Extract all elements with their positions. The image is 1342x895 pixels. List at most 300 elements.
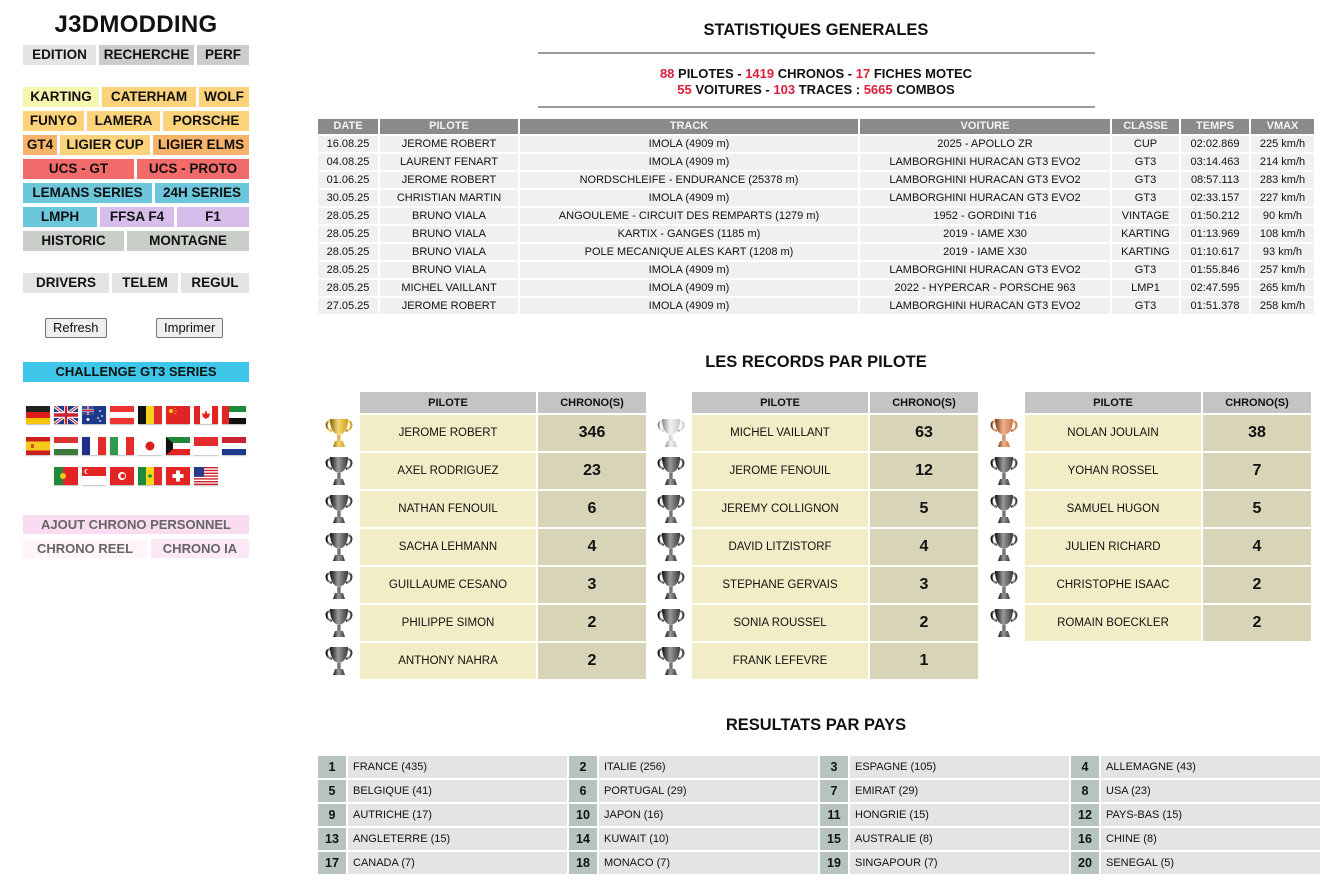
cell-track[interactable]: IMOLA (4909 m) bbox=[520, 136, 858, 152]
cell-vmax: 93 km/h bbox=[1251, 244, 1314, 260]
country-rank: 17 bbox=[318, 852, 346, 874]
category-row bbox=[23, 183, 249, 203]
record-pilote[interactable]: CHRISTOPHE ISAAC bbox=[1025, 567, 1201, 603]
country-count: (17) bbox=[412, 809, 432, 821]
flag-row bbox=[23, 406, 249, 424]
cell-vmax: 265 km/h bbox=[1251, 280, 1314, 296]
flag-switzerland[interactable] bbox=[166, 467, 190, 485]
cell-classe: CUP bbox=[1112, 136, 1179, 152]
print-button[interactable]: Imprimer bbox=[156, 318, 223, 338]
records-title: LES RECORDS PAR PILOTE bbox=[705, 353, 927, 371]
cell-track[interactable]: IMOLA (4909 m) bbox=[520, 298, 858, 314]
drivers-button[interactable]: DRIVERS bbox=[23, 273, 109, 293]
cell-vmax: 257 km/h bbox=[1251, 262, 1314, 278]
record-row[interactable] bbox=[320, 529, 646, 565]
record-count: 2 bbox=[1203, 567, 1311, 603]
category-row bbox=[23, 135, 249, 155]
cell-date: 16.08.25 bbox=[318, 136, 378, 152]
country-entry[interactable] bbox=[599, 828, 818, 850]
country-count: (8) bbox=[919, 833, 933, 845]
table-row[interactable] bbox=[318, 244, 1314, 260]
country-entry[interactable] bbox=[599, 780, 818, 802]
dark-trophy-icon bbox=[985, 453, 1023, 489]
trophy-col bbox=[652, 392, 690, 413]
cell-pilote[interactable]: JEROME ROBERT bbox=[380, 172, 518, 188]
latest-chronos-table bbox=[316, 117, 1316, 316]
country-count: (435) bbox=[401, 761, 427, 773]
record-pilote[interactable]: JEREMY COLLIGNON bbox=[692, 491, 868, 527]
chrono-type-row bbox=[23, 539, 249, 558]
category-gt4[interactable]: GT4 bbox=[23, 135, 57, 155]
country-name: FRANCE bbox=[353, 761, 399, 773]
flag-spain[interactable] bbox=[26, 437, 50, 455]
stats-line-2 bbox=[318, 82, 1314, 97]
records-table-1 bbox=[318, 390, 648, 681]
col-classe: CLASSE bbox=[1112, 119, 1179, 134]
country-rank: 13 bbox=[318, 828, 346, 850]
record-count: 63 bbox=[870, 415, 978, 451]
record-row[interactable] bbox=[652, 529, 978, 565]
dark-trophy-icon bbox=[652, 453, 690, 489]
category-row bbox=[23, 159, 249, 179]
country-name: JAPON bbox=[604, 809, 641, 821]
cell-classe: GT3 bbox=[1112, 172, 1179, 188]
flag-austria[interactable] bbox=[110, 406, 134, 424]
cell-date: 28.05.25 bbox=[318, 244, 378, 260]
cell-pilote[interactable]: BRUNO VIALA bbox=[380, 208, 518, 224]
country-entry[interactable] bbox=[348, 828, 567, 850]
cell-pilote[interactable]: CHRISTIAN MARTIN bbox=[380, 190, 518, 206]
category-caterham[interactable]: CATERHAM bbox=[102, 87, 196, 107]
gold-trophy-icon bbox=[320, 415, 358, 451]
record-count: 3 bbox=[870, 567, 978, 603]
flag-uae[interactable] bbox=[222, 406, 246, 424]
category-lmph[interactable]: LMPH bbox=[23, 207, 97, 227]
col-voiture: VOITURE bbox=[860, 119, 1110, 134]
refresh-button[interactable]: Refresh bbox=[45, 318, 107, 338]
record-pilote[interactable]: MICHEL VAILLANT bbox=[692, 415, 868, 451]
cell-voiture[interactable]: LAMBORGHINI HURACAN GT3 EVO2 bbox=[860, 298, 1110, 314]
flag-china[interactable] bbox=[166, 406, 190, 424]
record-row[interactable] bbox=[985, 491, 1311, 527]
table-row[interactable] bbox=[318, 226, 1314, 242]
country-rank: 2 bbox=[569, 756, 597, 778]
cell-classe: KARTING bbox=[1112, 244, 1179, 260]
cell-vmax: 225 km/h bbox=[1251, 136, 1314, 152]
country-name: HONGRIE bbox=[855, 809, 907, 821]
record-pilote[interactable]: ANTHONY NAHRA bbox=[360, 643, 536, 679]
country-entry[interactable] bbox=[348, 852, 567, 874]
flag-row bbox=[23, 437, 249, 455]
table-row[interactable] bbox=[318, 172, 1314, 188]
record-row[interactable] bbox=[985, 567, 1311, 603]
table-row[interactable] bbox=[318, 298, 1314, 314]
col-pilote: PILOTE bbox=[380, 119, 518, 134]
record-pilote[interactable]: YOHAN ROSSEL bbox=[1025, 453, 1201, 489]
country-entry[interactable] bbox=[348, 780, 567, 802]
dark-trophy-icon bbox=[320, 605, 358, 641]
record-row[interactable] bbox=[320, 605, 646, 641]
category-ffsa-f4[interactable]: FFSA F4 bbox=[100, 207, 174, 227]
country-name: ANGLETERRE bbox=[353, 833, 428, 845]
country-name: EMIRAT bbox=[855, 785, 896, 797]
record-row[interactable] bbox=[320, 567, 646, 603]
cell-track[interactable]: IMOLA (4909 m) bbox=[520, 190, 858, 206]
dark-trophy-icon bbox=[652, 529, 690, 565]
record-pilote[interactable]: GUILLAUME CESANO bbox=[360, 567, 536, 603]
cell-temps: 01:51.378 bbox=[1181, 298, 1249, 314]
ajout-chrono-personnel-button[interactable]: AJOUT CHRONO PERSONNEL bbox=[23, 515, 249, 534]
category-ligier-elms[interactable]: LIGIER ELMS bbox=[153, 135, 249, 155]
country-count: (105) bbox=[910, 761, 937, 773]
cell-date: 28.05.25 bbox=[318, 226, 378, 242]
countries-table bbox=[316, 754, 1322, 876]
category-row bbox=[23, 231, 249, 251]
table-row[interactable] bbox=[318, 208, 1314, 224]
record-pilote[interactable]: ROMAIN BOECKLER bbox=[1025, 605, 1201, 641]
records-header-row bbox=[320, 392, 646, 413]
record-count: 12 bbox=[870, 453, 978, 489]
country-name: CANADA bbox=[353, 857, 399, 869]
cell-classe: KARTING bbox=[1112, 226, 1179, 242]
country-entry[interactable] bbox=[599, 804, 818, 826]
cell-classe: GT3 bbox=[1112, 190, 1179, 206]
cell-temps: 01:55.846 bbox=[1181, 262, 1249, 278]
motec-count: 17 bbox=[855, 66, 871, 81]
country-count: (5) bbox=[1160, 857, 1175, 869]
cell-temps: 08:57.113 bbox=[1181, 172, 1249, 188]
flag-monaco[interactable] bbox=[194, 437, 218, 455]
telem-button[interactable]: TELEM bbox=[112, 273, 178, 293]
record-count: 7 bbox=[1203, 453, 1311, 489]
country-entry[interactable] bbox=[1101, 828, 1320, 850]
edition-button[interactable]: EDITION bbox=[23, 45, 96, 65]
table-row[interactable] bbox=[318, 190, 1314, 206]
flag-canada[interactable] bbox=[194, 406, 218, 424]
cell-voiture[interactable]: 2025 - APOLLO ZR bbox=[860, 136, 1110, 152]
col-chrono: CHRONO(S) bbox=[538, 392, 646, 413]
traces-count: 103 bbox=[773, 82, 796, 97]
country-name: ITALIE bbox=[604, 761, 637, 773]
country-row bbox=[318, 756, 1320, 778]
cell-date: 28.05.25 bbox=[318, 262, 378, 278]
silver-trophy-icon bbox=[652, 415, 690, 451]
record-row[interactable] bbox=[985, 453, 1311, 489]
col-vmax: VMAX bbox=[1251, 119, 1314, 134]
country-entry[interactable] bbox=[599, 756, 818, 778]
cell-vmax: 90 km/h bbox=[1251, 208, 1314, 224]
traces-label: TRACES : bbox=[795, 82, 864, 97]
country-count: (7) bbox=[924, 857, 938, 869]
cell-classe: GT3 bbox=[1112, 154, 1179, 170]
record-pilote[interactable]: AXEL RODRIGUEZ bbox=[360, 453, 536, 489]
flag-hungary[interactable] bbox=[54, 437, 78, 455]
bronze-trophy-icon bbox=[985, 415, 1023, 451]
record-row[interactable] bbox=[652, 643, 978, 679]
country-count: (43) bbox=[1176, 761, 1196, 773]
record-count: 2 bbox=[870, 605, 978, 641]
category-montagne[interactable]: MONTAGNE bbox=[127, 231, 249, 251]
category-funyo[interactable]: FUNYO bbox=[23, 111, 84, 131]
record-pilote[interactable]: FRANK LEFEVRE bbox=[692, 643, 868, 679]
countries-title: RESULTATS PAR PAYS bbox=[725, 716, 907, 734]
cell-track[interactable]: KARTIX - GANGES (1185 m) bbox=[520, 226, 858, 242]
chrono-ia-button[interactable]: CHRONO IA bbox=[151, 539, 249, 558]
record-row[interactable] bbox=[320, 415, 646, 451]
record-pilote[interactable]: JEROME FENOUIL bbox=[692, 453, 868, 489]
country-count: (23) bbox=[1131, 785, 1151, 797]
cell-temps: 01:13.969 bbox=[1181, 226, 1249, 242]
trophy-col bbox=[320, 392, 358, 413]
flag-senegal[interactable] bbox=[138, 467, 162, 485]
dark-trophy-icon bbox=[320, 529, 358, 565]
category-ligier-cup[interactable]: LIGIER CUP bbox=[60, 135, 150, 155]
record-pilote[interactable]: NOLAN JOULAIN bbox=[1025, 415, 1201, 451]
country-entry[interactable] bbox=[850, 852, 1069, 874]
regul-button[interactable]: REGUL bbox=[181, 273, 249, 293]
country-count: (16) bbox=[643, 809, 664, 821]
cell-vmax: 227 km/h bbox=[1251, 190, 1314, 206]
record-count: 346 bbox=[538, 415, 646, 451]
flag-tunisia[interactable] bbox=[110, 467, 134, 485]
cell-date: 28.05.25 bbox=[318, 280, 378, 296]
record-row[interactable] bbox=[652, 605, 978, 641]
cell-pilote[interactable]: BRUNO VIALA bbox=[380, 262, 518, 278]
flag-australia[interactable] bbox=[82, 406, 106, 424]
cell-vmax: 258 km/h bbox=[1251, 298, 1314, 314]
flag-kuwait[interactable] bbox=[166, 437, 190, 455]
chronos-count: 1419 bbox=[745, 66, 775, 81]
cell-voiture[interactable]: 1952 - GORDINI T16 bbox=[860, 208, 1110, 224]
cell-voiture[interactable]: 2019 - IAME X30 bbox=[860, 244, 1110, 260]
record-pilote[interactable]: SAMUEL HUGON bbox=[1025, 491, 1201, 527]
cell-voiture[interactable]: 2019 - IAME X30 bbox=[860, 226, 1110, 242]
voitures-count: 55 bbox=[677, 82, 692, 97]
country-entry[interactable] bbox=[348, 756, 567, 778]
record-pilote[interactable]: PHILIPPE SIMON bbox=[360, 605, 536, 641]
cell-temps: 01:10.617 bbox=[1181, 244, 1249, 260]
records-header-row bbox=[985, 392, 1311, 413]
cell-pilote[interactable]: BRUNO VIALA bbox=[380, 244, 518, 260]
record-count: 2 bbox=[1203, 605, 1311, 641]
category-lemans-series[interactable]: LEMANS SERIES bbox=[23, 183, 152, 203]
flag-france[interactable] bbox=[82, 437, 106, 455]
cell-pilote[interactable]: MICHEL VAILLANT bbox=[380, 280, 518, 296]
cell-date: 27.05.25 bbox=[318, 298, 378, 314]
cell-classe: GT3 bbox=[1112, 262, 1179, 278]
country-count: (29) bbox=[898, 785, 919, 797]
country-entry[interactable] bbox=[1101, 756, 1320, 778]
record-pilote[interactable]: JULIEN RICHARD bbox=[1025, 529, 1201, 565]
cell-temps: 02:02.869 bbox=[1181, 136, 1249, 152]
cell-classe: GT3 bbox=[1112, 298, 1179, 314]
record-pilote[interactable]: SACHA LEHMANN bbox=[360, 529, 536, 565]
country-entry[interactable] bbox=[599, 852, 818, 874]
cell-voiture[interactable]: LAMBORGHINI HURACAN GT3 EVO2 bbox=[860, 154, 1110, 170]
record-count: 1 bbox=[870, 643, 978, 679]
country-name: KUWAIT bbox=[604, 833, 647, 845]
cell-vmax: 214 km/h bbox=[1251, 154, 1314, 170]
category-row bbox=[23, 111, 249, 131]
cell-track[interactable]: ANGOULEME - CIRCUIT DES REMPARTS (1279 m) bbox=[520, 208, 858, 224]
flag-portugal[interactable] bbox=[54, 467, 78, 485]
record-count: 5 bbox=[1203, 491, 1311, 527]
cell-date: 01.06.25 bbox=[318, 172, 378, 188]
record-row[interactable] bbox=[320, 453, 646, 489]
cell-date: 04.08.25 bbox=[318, 154, 378, 170]
table-row[interactable] bbox=[318, 154, 1314, 170]
cell-voiture[interactable]: LAMBORGHINI HURACAN GT3 EVO2 bbox=[860, 172, 1110, 188]
country-count: (15) bbox=[1162, 809, 1183, 821]
country-rank: 20 bbox=[1071, 852, 1099, 874]
cell-pilote[interactable]: BRUNO VIALA bbox=[380, 226, 518, 242]
country-rank: 19 bbox=[820, 852, 848, 874]
cell-track[interactable]: IMOLA (4909 m) bbox=[520, 280, 858, 296]
cell-date: 28.05.25 bbox=[318, 208, 378, 224]
category-karting[interactable]: KARTING bbox=[23, 87, 99, 107]
top-nav bbox=[23, 45, 249, 65]
record-row[interactable] bbox=[985, 415, 1311, 451]
cell-voiture[interactable]: 2022 - HYPERCAR - PORSCHE 963 bbox=[860, 280, 1110, 296]
col-track: TRACK bbox=[520, 119, 858, 134]
country-entry[interactable] bbox=[850, 780, 1069, 802]
col-chrono: CHRONO(S) bbox=[1203, 392, 1311, 413]
col-pilote: PILOTE bbox=[1025, 392, 1201, 413]
flag-italy[interactable] bbox=[110, 437, 134, 455]
col-pilote: PILOTE bbox=[360, 392, 536, 413]
dark-trophy-icon bbox=[985, 529, 1023, 565]
country-entry[interactable] bbox=[1101, 780, 1320, 802]
record-count: 4 bbox=[870, 529, 978, 565]
flag-uk[interactable] bbox=[54, 406, 78, 424]
cell-track[interactable]: IMOLA (4909 m) bbox=[520, 154, 858, 170]
cell-temps: 02:47.595 bbox=[1181, 280, 1249, 296]
category-ucs-gt[interactable]: UCS - GT bbox=[23, 159, 134, 179]
table-row[interactable] bbox=[318, 136, 1314, 152]
country-rank: 9 bbox=[318, 804, 346, 826]
cell-track[interactable]: IMOLA (4909 m) bbox=[520, 262, 858, 278]
col-chrono: CHRONO(S) bbox=[870, 392, 978, 413]
record-count: 38 bbox=[1203, 415, 1311, 451]
chronos-label: CHRONOS - bbox=[774, 66, 856, 81]
category-row bbox=[23, 207, 249, 227]
pilotes-label: PILOTES - bbox=[674, 66, 746, 81]
record-pilote[interactable]: STEPHANE GERVAIS bbox=[692, 567, 868, 603]
country-entry[interactable] bbox=[850, 756, 1069, 778]
record-pilote[interactable]: NATHAN FENOUIL bbox=[360, 491, 536, 527]
flag-belgium[interactable] bbox=[138, 406, 162, 424]
cell-pilote[interactable]: JEROME ROBERT bbox=[380, 136, 518, 152]
country-rank: 11 bbox=[820, 804, 848, 826]
country-entry[interactable] bbox=[1101, 852, 1320, 874]
records-table-3 bbox=[983, 390, 1313, 643]
country-entry[interactable] bbox=[348, 804, 567, 826]
chrono-reel-button[interactable]: CHRONO REEL bbox=[23, 539, 147, 558]
country-count: (41) bbox=[412, 785, 432, 797]
record-row[interactable] bbox=[652, 491, 978, 527]
pilotes-count: 88 bbox=[659, 66, 675, 81]
category-porsche[interactable]: PORSCHE bbox=[163, 111, 249, 131]
country-count: (10) bbox=[649, 833, 669, 845]
country-entry[interactable] bbox=[850, 804, 1069, 826]
cell-pilote[interactable]: JEROME ROBERT bbox=[380, 298, 518, 314]
country-name: BELGIQUE bbox=[353, 785, 410, 797]
category-historic[interactable]: HISTORIC bbox=[23, 231, 124, 251]
record-row[interactable] bbox=[652, 453, 978, 489]
cell-temps: 01:50.212 bbox=[1181, 208, 1249, 224]
category-ucs-proto[interactable]: UCS - PROTO bbox=[137, 159, 249, 179]
flag-germany[interactable] bbox=[26, 406, 50, 424]
motec-label: FICHES MOTEC bbox=[870, 66, 973, 81]
country-row bbox=[318, 828, 1320, 850]
country-count: (8) bbox=[1143, 833, 1157, 845]
country-rank: 18 bbox=[569, 852, 597, 874]
category-24h-series[interactable]: 24H SERIES bbox=[155, 183, 249, 203]
country-entry[interactable] bbox=[850, 828, 1069, 850]
flag-singapore[interactable] bbox=[82, 467, 106, 485]
perf-button[interactable]: PERF bbox=[197, 45, 249, 65]
category-f1[interactable]: F1 bbox=[177, 207, 249, 227]
flag-japan[interactable] bbox=[138, 437, 162, 455]
record-row[interactable] bbox=[320, 491, 646, 527]
col-date: DATE bbox=[318, 119, 378, 134]
dark-trophy-icon bbox=[985, 567, 1023, 603]
cell-pilote[interactable]: LAURENT FENART bbox=[380, 154, 518, 170]
cell-date: 30.05.25 bbox=[318, 190, 378, 206]
cell-voiture[interactable]: LAMBORGHINI HURACAN GT3 EVO2 bbox=[860, 190, 1110, 206]
challenge-gt3-link[interactable]: CHALLENGE GT3 SERIES bbox=[23, 362, 249, 382]
record-count: 2 bbox=[538, 643, 646, 679]
country-count: (7) bbox=[656, 857, 671, 869]
category-lamera[interactable]: LAMERA bbox=[87, 111, 160, 131]
cell-track[interactable]: NORDSCHLEIFE - ENDURANCE (25378 m) bbox=[520, 172, 858, 188]
category-row bbox=[23, 87, 249, 107]
flag-usa[interactable] bbox=[194, 467, 218, 485]
country-name: AUTRICHE bbox=[353, 809, 410, 821]
cell-vmax: 108 km/h bbox=[1251, 226, 1314, 242]
stats-title: STATISTIQUES GENERALES bbox=[703, 21, 929, 39]
country-entry[interactable] bbox=[1101, 804, 1320, 826]
record-row[interactable] bbox=[320, 643, 646, 679]
record-row[interactable] bbox=[652, 415, 978, 451]
category-wolf[interactable]: WOLF bbox=[199, 87, 249, 107]
cell-track[interactable]: POLE MECANIQUE ALES KART (1208 m) bbox=[520, 244, 858, 260]
table-row[interactable] bbox=[318, 280, 1314, 296]
record-count: 4 bbox=[538, 529, 646, 565]
record-pilote[interactable]: DAVID LITZISTORF bbox=[692, 529, 868, 565]
country-count: (7) bbox=[401, 857, 415, 869]
table-row[interactable] bbox=[318, 262, 1314, 278]
cell-temps: 02:33.157 bbox=[1181, 190, 1249, 206]
flag-netherlands[interactable] bbox=[222, 437, 246, 455]
record-count: 3 bbox=[538, 567, 646, 603]
record-pilote[interactable]: SONIA ROUSSEL bbox=[692, 605, 868, 641]
record-row[interactable] bbox=[652, 567, 978, 603]
country-count: (15) bbox=[430, 833, 451, 845]
country-rank: 12 bbox=[1071, 804, 1099, 826]
dark-trophy-icon bbox=[985, 605, 1023, 641]
recherche-button[interactable]: RECHERCHE bbox=[99, 45, 194, 65]
record-pilote[interactable]: JEROME ROBERT bbox=[360, 415, 536, 451]
country-row bbox=[318, 780, 1320, 802]
site-logo[interactable]: J3DMODDING bbox=[54, 11, 218, 38]
record-row[interactable] bbox=[985, 529, 1311, 565]
cell-voiture[interactable]: LAMBORGHINI HURACAN GT3 EVO2 bbox=[860, 262, 1110, 278]
record-row[interactable] bbox=[985, 605, 1311, 641]
country-name: MONACO bbox=[604, 857, 654, 869]
country-name: AUSTRALIE bbox=[855, 833, 917, 845]
dark-trophy-icon bbox=[652, 567, 690, 603]
